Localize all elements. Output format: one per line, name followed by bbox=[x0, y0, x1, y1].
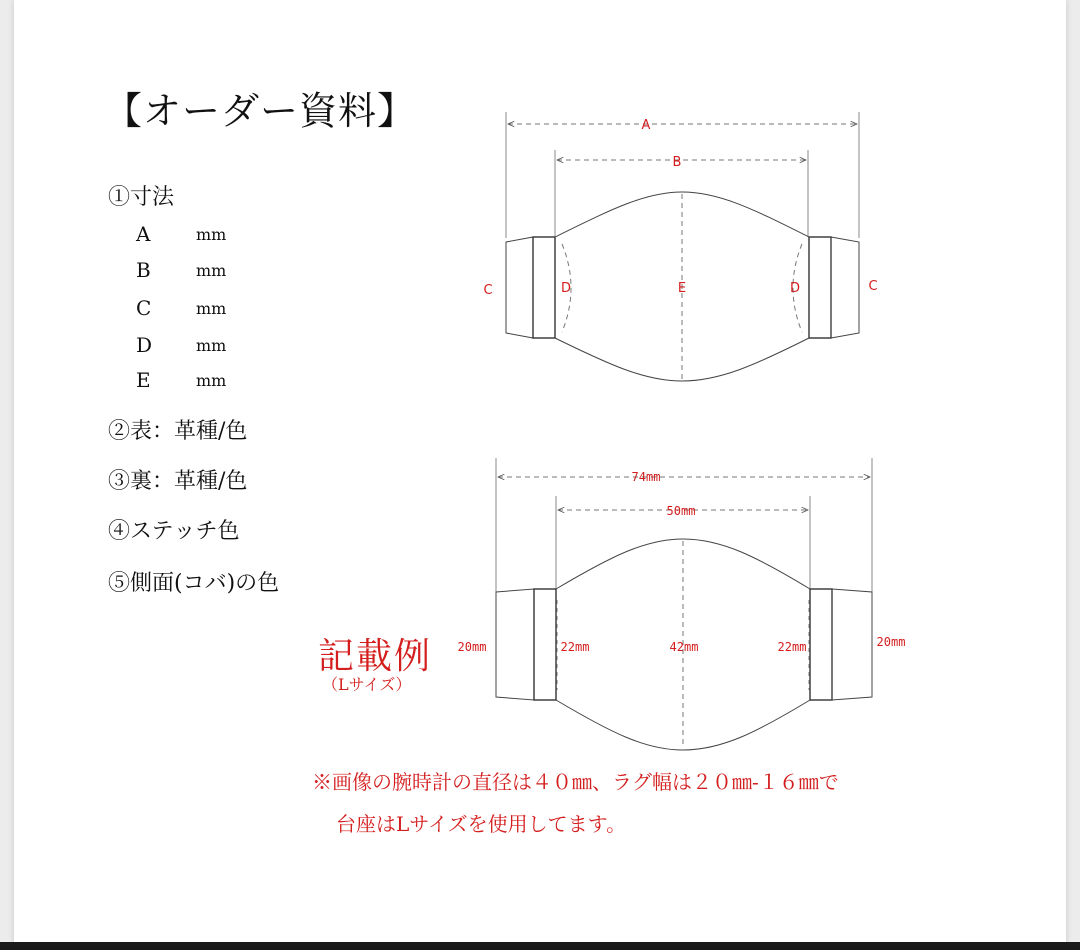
page-title: 【オーダー資料】 bbox=[104, 89, 417, 133]
left-band bbox=[533, 237, 555, 338]
label-d-left: D bbox=[560, 281, 572, 296]
dimension-unit: mm bbox=[196, 261, 227, 280]
right-end-cap bbox=[832, 589, 872, 700]
back-leather-item: ③裏：革種/色 bbox=[108, 469, 248, 494]
label-d-left-example: 22mm bbox=[560, 640, 590, 654]
dimension-unit: mm bbox=[196, 299, 227, 318]
label-b: B bbox=[672, 155, 682, 170]
right-band bbox=[810, 589, 832, 700]
label-b-example: 50mm bbox=[666, 504, 696, 518]
left-end-cap bbox=[506, 237, 533, 338]
size-heading: ①寸法 bbox=[108, 185, 175, 210]
note-line-2: 台座はLサイズを使用してます。 bbox=[336, 812, 627, 836]
left-band bbox=[534, 589, 556, 700]
right-band bbox=[809, 237, 831, 338]
pillow-diagram-example bbox=[496, 458, 872, 750]
label-a-example: 74mm bbox=[631, 470, 661, 484]
example-subheading: （Lサイズ） bbox=[322, 675, 412, 694]
dimension-label: D bbox=[136, 333, 153, 357]
dimension-unit: mm bbox=[196, 336, 227, 355]
dimension-label: E bbox=[136, 368, 151, 392]
edge-color-item: ⑤側面(コバ)の色 bbox=[108, 571, 280, 596]
label-c-right-example: 20mm bbox=[876, 635, 906, 649]
label-d-right-example: 22mm bbox=[777, 640, 807, 654]
dimension-unit: mm bbox=[196, 225, 227, 244]
surface-leather-item: ②表：革種/色 bbox=[108, 419, 248, 444]
dimension-label: A bbox=[136, 222, 151, 246]
label-c-left: C bbox=[483, 283, 493, 298]
label-d-right: D bbox=[789, 281, 801, 296]
example-heading: 記載例 bbox=[318, 636, 433, 677]
left-end-cap bbox=[496, 589, 534, 700]
dimension-label: B bbox=[136, 258, 151, 282]
label-e-example: 42mm bbox=[669, 640, 699, 654]
dimension-unit: mm bbox=[196, 371, 227, 390]
stitch-color-item: ④ステッチ色 bbox=[108, 519, 240, 544]
label-c-right: C bbox=[868, 279, 878, 294]
label-a: A bbox=[641, 118, 651, 133]
label-c-left-example: 20mm bbox=[457, 640, 487, 654]
right-end-cap bbox=[831, 237, 859, 338]
pillow-diagram-template bbox=[506, 112, 859, 381]
note-line-1: ※画像の腕時計の直径は４０㎜、ラグ幅は２０㎜‐１６㎜で bbox=[312, 770, 839, 794]
dimension-label: C bbox=[136, 296, 152, 320]
label-e: E bbox=[677, 281, 687, 296]
